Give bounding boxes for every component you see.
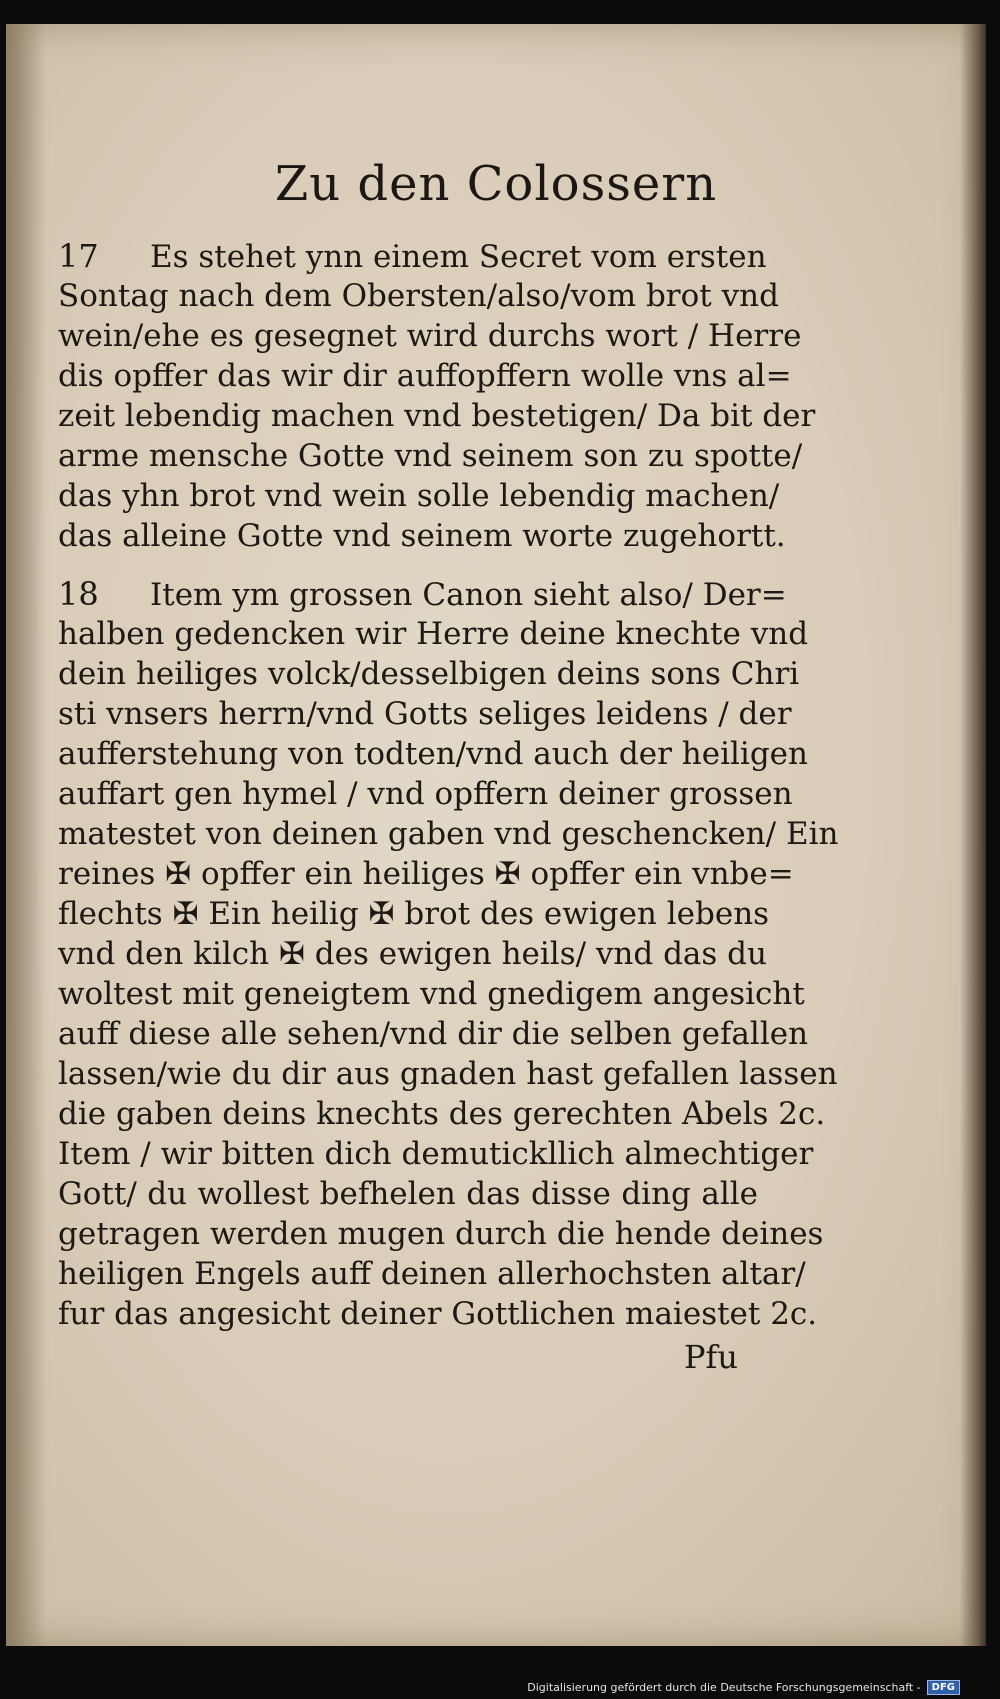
credit-text: Digitalisierung gefördert durch die Deutsche Forschungsgemeinschaft - xyxy=(527,1681,921,1694)
text-line: Item / wir bitten dich demutickllich almechtiger xyxy=(58,1136,814,1172)
paragraph-17 xyxy=(58,236,816,556)
text-line: wein/ehe es gesegnet wird durchs wort / Herre xyxy=(58,318,802,354)
book-page xyxy=(6,24,986,1646)
page-edge-shadow xyxy=(960,24,986,1646)
section-number: 17 xyxy=(58,237,99,275)
text-line: heiligen Engels auff deinen allerhochsten altar/ xyxy=(58,1256,806,1292)
text-line: flechts ✠ Ein heilig ✠ brot des ewigen lebens xyxy=(58,896,770,932)
text-line: auff diese alle sehen/vnd dir die selben gefallen xyxy=(58,1016,809,1052)
text-line: das alleine Gotte vnd seinem worte zugehortt. xyxy=(58,518,786,554)
catchword: Pfu xyxy=(684,1338,738,1376)
running-header: Zu den Colossern xyxy=(274,156,718,212)
text-line: 17 Es stehet ynn einem Secret vom ersten xyxy=(58,237,767,275)
text-line: zeit lebendig machen vnd bestetigen/ Da bit der xyxy=(58,398,816,434)
page-gutter-shadow xyxy=(6,24,46,1646)
text-line: auffart gen hymel / vnd opffern deiner grossen xyxy=(58,776,793,812)
text-line: fur das angesicht deiner Gottlichen maiestet 2c. xyxy=(58,1296,818,1332)
text-line: woltest mit geneigtem vnd gnedigem angesicht xyxy=(58,976,805,1012)
text-line: 18 Item ym grossen Canon sieht also/ Der= xyxy=(58,575,787,613)
text-line: Sontag nach dem Obersten/also/vom brot vnd xyxy=(58,278,779,314)
text-line: die gaben deins knechts des gerechten Abels 2c. xyxy=(58,1096,826,1132)
text-line: Gott/ du wollest befhelen das disse ding alle xyxy=(58,1176,758,1212)
text-line: sti vnsers herrn/vnd Gotts seliges leidens / der xyxy=(58,696,792,732)
paragraph-18 xyxy=(58,574,839,1334)
text-line: arme mensche Gotte vnd seinem son zu spotte/ xyxy=(58,438,803,474)
text-line: getragen werden mugen durch die hende deines xyxy=(58,1216,824,1252)
text-line: dis opffer das wir dir auffopffern wolle vns al= xyxy=(58,358,792,394)
text-line: lassen/wie du dir aus gnaden hast gefallen lassen xyxy=(58,1056,838,1092)
text-line: dein heiliges volck/desselbigen deins sons Chri xyxy=(58,656,800,692)
text-line: matestet von deinen gaben vnd geschencken/ Ein xyxy=(58,816,839,852)
text-line: aufferstehung von todten/vnd auch der heiligen xyxy=(58,736,808,772)
text-line: das yhn brot vnd wein solle lebendig machen/ xyxy=(58,478,780,514)
text-line: reines ✠ opffer ein heiliges ✠ opffer ein vnbe= xyxy=(58,856,794,892)
dfg-logo-icon: DFG xyxy=(927,1680,960,1695)
text-line: halben gedencken wir Herre deine knechte vnd xyxy=(58,616,809,652)
digitization-credit xyxy=(527,1680,960,1695)
section-number: 18 xyxy=(58,575,99,613)
text-line: vnd den kilch ✠ des ewigen heils/ vnd das du xyxy=(58,936,767,972)
